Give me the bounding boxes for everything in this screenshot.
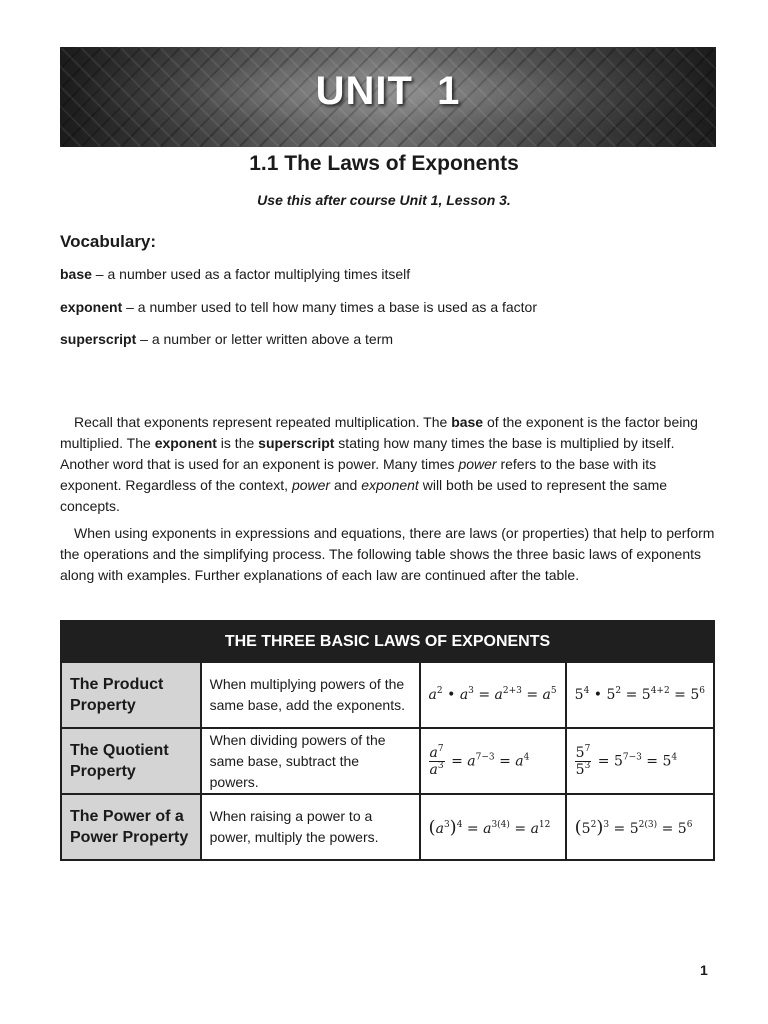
math-base: 5 <box>574 687 584 703</box>
math-exponent: 3 <box>468 686 474 696</box>
math-paren: ) <box>596 816 604 838</box>
math-operator: = <box>521 687 543 703</box>
bold-term: exponent <box>154 435 217 451</box>
italic-term: exponent <box>361 477 419 493</box>
math-base: a <box>435 820 444 837</box>
math-paren: ( <box>428 816 436 838</box>
fraction-denominator <box>429 762 445 778</box>
law-name: The Power of a Power Property <box>61 794 201 860</box>
fraction-numerator <box>575 745 592 762</box>
math-operator: = <box>593 753 614 769</box>
math-base: 5 <box>690 687 700 703</box>
fraction-numerator <box>429 745 445 762</box>
math-operator: = <box>669 687 691 703</box>
text-run: is the <box>216 435 259 451</box>
page-number: 1 <box>700 962 708 978</box>
fraction-denominator <box>575 762 592 778</box>
math-base: 5 <box>581 820 591 837</box>
math-base: 5 <box>641 687 651 703</box>
laws-of-exponents-table <box>60 620 715 861</box>
vocab-term: exponent <box>60 299 123 315</box>
paragraph-exponents-recall <box>60 412 720 517</box>
math-exponent: 4 <box>523 752 530 762</box>
math-base: 5 <box>575 761 585 778</box>
math-exponent: 7−3 <box>475 752 495 762</box>
math-exponent: 6 <box>699 686 705 696</box>
text-run: refers to the base with its exponent. Regardless of the context, <box>60 456 657 493</box>
italic-term: power <box>458 456 497 472</box>
law-name: The Product Property <box>61 662 201 728</box>
math-base: a <box>429 761 438 778</box>
law-description: When raising a power to a power, multiply the powers. <box>201 794 420 860</box>
law-example-variable <box>420 794 566 860</box>
math-exponent: 3(4) <box>491 819 510 830</box>
math-exponent: 2 <box>590 819 597 830</box>
text-run: will both be used to represent the same concepts. <box>60 477 668 514</box>
vocab-item-superscript <box>60 331 393 347</box>
vocab-item-exponent <box>60 299 537 315</box>
math-operator: = <box>494 753 516 769</box>
vocab-item-base <box>60 266 410 282</box>
math-operator: = <box>509 820 531 837</box>
math-base: a <box>542 687 551 703</box>
law-name: The Quotient Property <box>61 728 201 794</box>
math-exponent: 2 <box>436 686 443 696</box>
math-base: 5 <box>606 687 616 703</box>
table-header: THE THREE BASIC LAWS OF EXPONENTS <box>61 621 714 662</box>
table-row <box>61 794 714 860</box>
bold-term: base <box>451 414 484 430</box>
math-base: a <box>515 753 524 769</box>
math-exponent: 7−3 <box>622 752 642 762</box>
paragraph-laws-intro <box>60 523 720 586</box>
math-base: 5 <box>629 820 639 837</box>
math-base: 5 <box>613 753 623 769</box>
math-operator: = <box>462 820 484 837</box>
math-base: a <box>429 744 438 761</box>
table-header-row <box>61 621 714 662</box>
math-exponent: 3 <box>584 760 591 771</box>
vocabulary-heading: Vocabulary: <box>60 232 157 251</box>
law-example-variable <box>420 728 566 794</box>
math-base: a <box>467 753 476 769</box>
math-base: 5 <box>662 753 672 769</box>
math-exponent: 5 <box>550 686 557 696</box>
math-exponent: 4 <box>671 752 678 762</box>
vocab-term: superscript <box>60 331 137 347</box>
italic-term: power <box>291 477 331 493</box>
law-example-variable <box>420 662 566 728</box>
math-operator: = <box>609 820 630 837</box>
math-exponent: 6 <box>686 819 693 830</box>
math-base: 5 <box>575 744 585 761</box>
vocab-definition: – a number used as a factor multiplying times itself <box>91 266 411 282</box>
math-exponent: 3 <box>443 819 450 830</box>
math-exponent: 4 <box>456 819 463 830</box>
vocab-definition: – a number or letter written above a term <box>136 331 394 347</box>
math-exponent: 7 <box>437 743 444 754</box>
law-description: When multiplying powers of the same base, add the exponents. <box>201 662 420 728</box>
math-exponent: 3 <box>437 760 444 771</box>
math-fraction <box>575 745 592 778</box>
unit-banner <box>60 47 716 147</box>
text-run: When using exponents in expressions and equations, there are laws (or properties) that help to perform the operations and the simplifying process. The following table shows the three basic laws of exponents along with examples. Further explanations of each law are continued after the table. <box>60 525 715 583</box>
math-base: a <box>494 687 503 703</box>
math-exponent: 7 <box>584 743 591 754</box>
text-run: stating how many times the base is multiplied by itself. Another word that is used for an exponent is power. Many times <box>60 435 675 472</box>
math-fraction <box>429 745 445 778</box>
math-exponent: 2+3 <box>502 686 522 696</box>
text-run: Recall that exponents represent repeated multiplication. The <box>74 414 452 430</box>
lesson-subtitle: Use this after course Unit 1, Lesson 3. <box>257 192 511 208</box>
vocab-definition: – a number used to tell how many times a base is used as a factor <box>122 299 538 315</box>
math-exponent: 2(3) <box>638 819 658 830</box>
math-exponent: 4+2 <box>650 686 670 696</box>
math-operator: • <box>442 687 460 703</box>
math-base: a <box>530 820 539 837</box>
math-operator: = <box>657 820 678 837</box>
math-base: a <box>459 687 469 703</box>
math-operator: = <box>473 687 495 703</box>
math-exponent: 2 <box>615 686 622 696</box>
math-exponent: 4 <box>583 686 590 696</box>
math-paren: ) <box>449 816 457 838</box>
math-exponent: 12 <box>538 819 551 830</box>
law-description: When dividing powers of the same base, subtract the powers. <box>201 728 420 794</box>
math-paren: ( <box>574 816 582 838</box>
text-run: of the exponent is the factor being multiplied. The <box>60 414 698 451</box>
math-base: a <box>428 687 437 703</box>
math-operator: • <box>589 687 607 703</box>
text-run: and <box>330 477 362 493</box>
lesson-title: 1.1 The Laws of Exponents <box>249 152 519 175</box>
math-base: 5 <box>677 820 687 837</box>
unit-title: UNIT 1 <box>315 69 461 113</box>
vocab-term: base <box>60 266 92 282</box>
table-row <box>61 662 714 728</box>
math-exponent: 3 <box>603 819 610 830</box>
table-row <box>61 728 714 794</box>
law-example-numeric <box>566 728 714 794</box>
law-example-numeric <box>566 794 714 860</box>
math-operator: = <box>446 753 468 769</box>
bold-term: superscript <box>258 435 335 451</box>
math-operator: = <box>641 753 663 769</box>
math-base: a <box>483 820 492 837</box>
law-example-numeric <box>566 662 714 728</box>
math-operator: = <box>621 687 642 703</box>
